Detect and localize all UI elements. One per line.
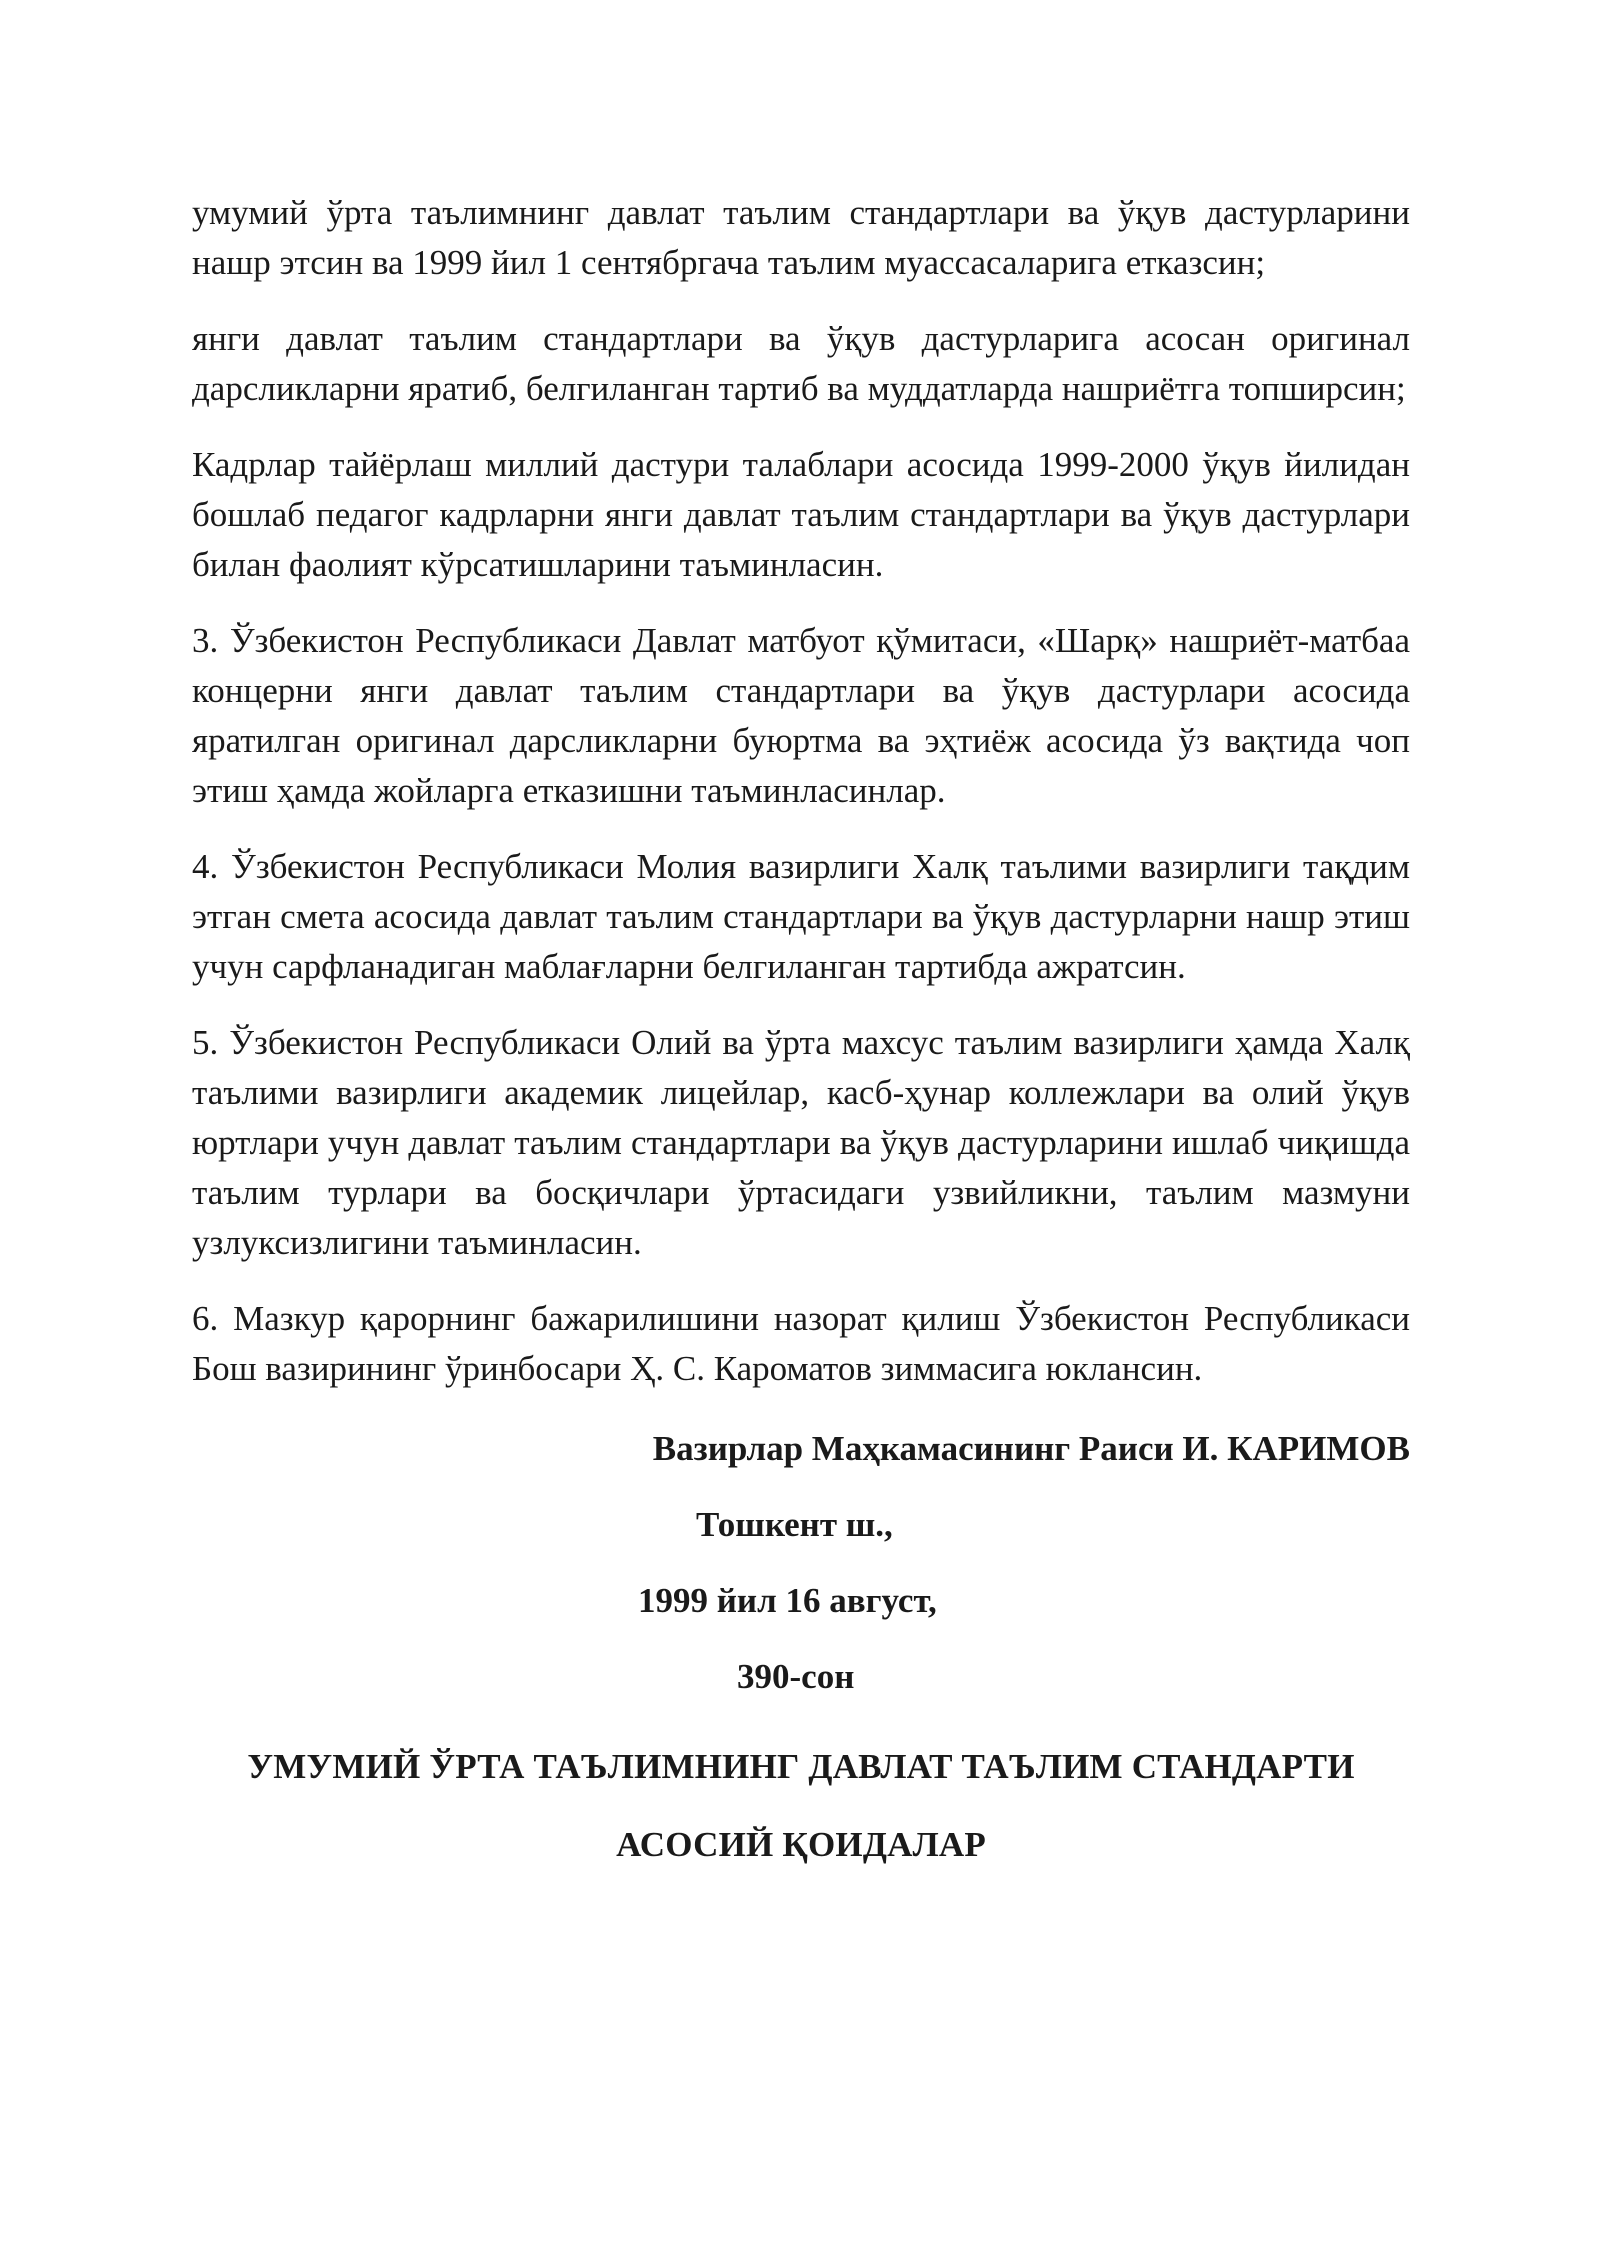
paragraph-publish-standards: умумий ўрта таълимнинг давлат таълим стандартлари ва ўқув дастурларини нашр этсин ва 1999 йил 1 сентябргача таълим муассасаларига етказсин; [192, 193, 1410, 282]
paragraph-item-3: 3. Ўзбекистон Республикаси Давлат матбуот қўмитаси, «Шарқ» нашриёт-матбаа концерни янги давлат таълим стандартлари ва ўқув дастурлари асосида яратилган оригинал дарсликларни буюртма ва эҳтиёж асосида ўз вақтида чоп этиш ҳамда жойларга етказишни таъминласинлар. [192, 621, 1410, 810]
paragraph-item-5: 5. Ўзбекистон Республикаси Олий ва ўрта махсус таълим вазирлиги ҳамда Халқ таълими вазирлиги академик лицейлар, касб-ҳунар коллежлари ва олий ўқув юртлари учун давлат таълим стандартлари ва ўқув дастурларини ишлаб чиқишда таълим турлари ва босқичлари ўртасидаги узвийликни, таълим мазмуни узлуксизлигини таъминласин. [192, 1023, 1410, 1262]
signature-date: 1999 йил 16 август, [638, 1581, 937, 1620]
signature-block [192, 1424, 1410, 1702]
signature-number: 390-сон [737, 1657, 855, 1696]
signature-city: Тошкент ш., [696, 1505, 893, 1544]
paragraph-item-6: 6. Мазкур қарорнинг бажарилишини назорат қилиш Ўзбекистон Республикаси Бош вазирининг ўринбосари Ҳ. С. Кароматов зиммасига юклансин. [192, 1299, 1410, 1388]
document-body [192, 188, 1410, 1898]
signature-author: Вазирлар Маҳкамасининг Раиси И. КАРИМОВ [652, 1429, 1410, 1468]
paragraph-teacher-training: Кадрлар тайёрлаш миллий дастури талаблари асосида 1999-2000 ўқув йилидан бошлаб педагог кадрларни янги давлат таълим стандартлари ва ўқув дастурлари билан фаолият кўрсатишларини таъминласин. [192, 445, 1410, 584]
paragraph-create-textbooks: янги давлат таълим стандартлари ва ўқув дастурларига асосан оригинал дарсликларни яратиб, белгиланган тартиб ва муддатларда нашриётга топширсин; [192, 319, 1410, 408]
section-heading-line-2: АСОСИЙ ҚОИДАЛАР [616, 1825, 986, 1864]
paragraph-item-4: 4. Ўзбекистон Республикаси Молия вазирлиги Халқ таълими вазирлиги тақдим этган смета асосида давлат таълим стандартлари ва ўқув дастурларни нашр этиш учун сарфланадиган маблағларни белгиланган тартибда ажратсин. [192, 847, 1410, 986]
section-heading-line-1: УМУМИЙ ЎРТА ТАЪЛИМНИНГ ДАВЛАТ ТАЪЛИМ СТАНДАРТИ [247, 1747, 1355, 1786]
